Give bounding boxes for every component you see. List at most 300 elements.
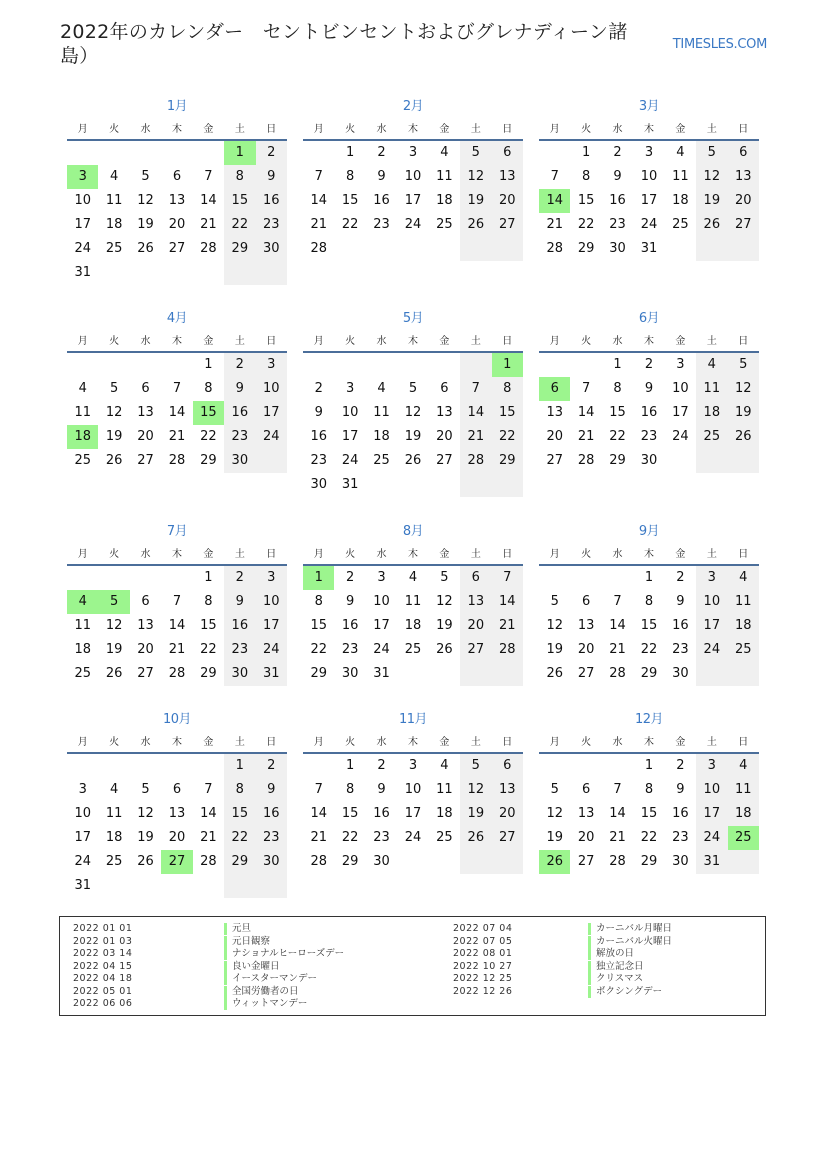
day-cell[interactable]: 25 [672, 217, 689, 232]
day-cell[interactable]: 10 [696, 590, 727, 614]
day-cell[interactable]: 5 [550, 782, 559, 797]
day-cell[interactable]: 31 [640, 241, 658, 256]
day-cell[interactable]: 4 [109, 782, 119, 797]
day-cell[interactable]: 28 [460, 449, 491, 473]
day-cell[interactable]: 26 [460, 826, 491, 850]
day-cell[interactable]: 20 [577, 830, 595, 845]
day-cell[interactable]: 19 [137, 830, 154, 845]
day-cell[interactable]: 9 [377, 169, 386, 184]
day-cell[interactable]: 30 [310, 477, 327, 492]
day-cell[interactable]: 29 [640, 666, 658, 681]
day-cell[interactable]: 18 [436, 806, 453, 821]
day-cell[interactable]: 24 [256, 425, 287, 449]
day-cell[interactable]: 25 [373, 453, 390, 468]
day-cell[interactable]: 13 [546, 405, 563, 420]
day-cell[interactable]: 28 [577, 453, 595, 468]
day-cell[interactable]: 21 [546, 217, 563, 232]
day-cell[interactable]: 26 [436, 642, 453, 657]
day-cell[interactable]: 2 [644, 357, 654, 372]
day-cell[interactable]: 20 [168, 830, 186, 845]
day-cell[interactable]: 10 [672, 381, 689, 396]
day-cell[interactable]: 13 [728, 165, 759, 189]
day-cell[interactable]: 2 [377, 758, 386, 773]
day-cell[interactable]: 12 [696, 165, 727, 189]
day-cell[interactable]: 1 [644, 758, 654, 773]
day-cell[interactable]: 1 [581, 145, 591, 160]
day-cell[interactable]: 28 [168, 453, 186, 468]
day-cell[interactable]: 29 [200, 666, 217, 681]
day-cell[interactable]: 23 [224, 425, 255, 449]
day-cell[interactable]: 4 [676, 145, 685, 160]
day-cell[interactable]: 12 [460, 165, 491, 189]
day-cell[interactable]: 21 [310, 217, 327, 232]
day-cell[interactable]: 7 [613, 594, 622, 609]
day-cell[interactable]: 4 [440, 758, 449, 773]
day-cell[interactable]: 31 [341, 477, 359, 492]
day-cell[interactable]: 2 [676, 570, 685, 585]
day-cell[interactable]: 16 [341, 618, 359, 633]
day-cell[interactable]: 17 [696, 614, 727, 638]
day-cell[interactable]: 4 [78, 381, 87, 396]
day-cell[interactable]: 30 [256, 850, 287, 874]
day-cell[interactable]: 8 [224, 778, 255, 802]
day-cell[interactable]: 13 [492, 165, 523, 189]
day-cell[interactable]: 20 [492, 802, 523, 826]
day-cell[interactable]: 19 [137, 217, 154, 232]
day-cell[interactable]: 16 [256, 802, 287, 826]
day-cell[interactable]: 19 [460, 189, 491, 213]
day-cell[interactable]: 14 [460, 401, 491, 425]
day-cell[interactable]: 9 [377, 782, 386, 797]
day-cell[interactable]: 10 [256, 377, 287, 401]
day-cell[interactable]: 19 [404, 429, 422, 444]
day-cell[interactable]: 29 [224, 850, 255, 874]
day-cell[interactable]: 14 [492, 590, 523, 614]
day-cell[interactable]: 29 [310, 666, 327, 681]
day-cell[interactable]: 8 [613, 381, 622, 396]
day-cell[interactable]: 15 [224, 189, 255, 213]
day-cell[interactable]: 26 [137, 854, 154, 869]
day-cell[interactable]: 28 [609, 854, 626, 869]
day-cell[interactable]: 1 [613, 357, 622, 372]
day-cell[interactable]: 7 [581, 381, 591, 396]
day-cell[interactable]: 31 [256, 662, 287, 686]
day-cell[interactable]: 19 [105, 429, 123, 444]
day-cell[interactable]: 26 [728, 425, 759, 449]
day-cell[interactable]: 11 [105, 193, 123, 208]
day-cell[interactable]: 16 [609, 193, 626, 208]
day-cell[interactable]: 20 [168, 217, 186, 232]
day-cell[interactable]: 14 [577, 405, 595, 420]
day-cell[interactable]: 10 [256, 590, 287, 614]
day-cell[interactable]: 24 [696, 826, 727, 850]
day-cell[interactable]: 24 [74, 241, 91, 256]
day-cell[interactable]: 23 [224, 638, 255, 662]
day-cell[interactable]: 10 [373, 594, 390, 609]
day-cell[interactable]: 16 [373, 193, 390, 208]
day-cell[interactable]: 26 [460, 213, 491, 237]
day-cell[interactable]: 7 [204, 782, 213, 797]
day-cell[interactable]: 21 [492, 614, 523, 638]
day-cell[interactable]: 1 [204, 357, 213, 372]
day-cell[interactable]: 20 [137, 642, 154, 657]
day-cell[interactable]: 29 [224, 237, 255, 261]
day-cell[interactable]: 19 [696, 189, 727, 213]
day-cell[interactable]: 31 [74, 878, 91, 893]
day-cell[interactable]: 20 [137, 429, 154, 444]
day-cell[interactable]: 6 [172, 782, 182, 797]
day-cell[interactable]: 22 [640, 830, 658, 845]
day-cell[interactable]: 28 [609, 666, 626, 681]
day-cell[interactable]: 16 [640, 405, 658, 420]
day-cell[interactable]: 19 [546, 642, 563, 657]
day-cell[interactable]: 20 [546, 429, 563, 444]
day-cell[interactable]: 3 [696, 566, 727, 590]
day-cell[interactable]: 7 [172, 381, 182, 396]
day-cell[interactable]: 12 [460, 778, 491, 802]
day-cell[interactable]: 12 [436, 594, 453, 609]
day-cell[interactable]: 1 [224, 754, 255, 778]
day-cell[interactable]: 25 [696, 425, 727, 449]
day-cell[interactable]: 6 [492, 141, 523, 165]
day-cell[interactable]: 1 [492, 353, 523, 377]
day-cell[interactable]: 18 [728, 802, 759, 826]
day-cell[interactable]: 30 [224, 449, 255, 473]
day-cell[interactable]: 6 [581, 594, 591, 609]
day-cell[interactable]: 16 [373, 806, 390, 821]
day-cell[interactable]: 19 [546, 830, 563, 845]
day-cell[interactable]: 13 [492, 778, 523, 802]
day-cell[interactable]: 3 [67, 165, 98, 189]
day-cell[interactable]: 9 [644, 381, 654, 396]
day-cell[interactable]: 22 [609, 429, 626, 444]
day-cell[interactable]: 17 [256, 401, 287, 425]
day-cell[interactable]: 22 [341, 830, 359, 845]
day-cell[interactable]: 27 [577, 854, 595, 869]
day-cell[interactable]: 22 [224, 213, 255, 237]
day-cell[interactable]: 15 [193, 401, 224, 425]
day-cell[interactable]: 27 [492, 213, 523, 237]
day-cell[interactable]: 30 [341, 666, 359, 681]
day-cell[interactable]: 5 [109, 381, 119, 396]
day-cell[interactable]: 9 [676, 594, 685, 609]
day-cell[interactable]: 5 [460, 141, 491, 165]
day-cell[interactable]: 28 [546, 241, 563, 256]
day-cell[interactable]: 2 [256, 754, 287, 778]
day-cell[interactable]: 11 [74, 405, 91, 420]
day-cell[interactable]: 3 [78, 782, 87, 797]
day-cell[interactable]: 21 [168, 429, 186, 444]
day-cell[interactable]: 5 [550, 594, 559, 609]
day-cell[interactable]: 12 [137, 806, 154, 821]
day-cell[interactable]: 25 [728, 826, 759, 850]
day-cell[interactable]: 14 [310, 806, 327, 821]
day-cell[interactable]: 17 [256, 614, 287, 638]
day-cell[interactable]: 27 [546, 453, 563, 468]
day-cell[interactable]: 6 [581, 782, 591, 797]
day-cell[interactable]: 17 [672, 405, 689, 420]
day-cell[interactable]: 15 [609, 405, 626, 420]
day-cell[interactable]: 28 [492, 638, 523, 662]
day-cell[interactable]: 27 [577, 666, 595, 681]
day-cell[interactable]: 5 [141, 782, 150, 797]
day-cell[interactable]: 4 [728, 754, 759, 778]
day-cell[interactable]: 13 [137, 405, 154, 420]
day-cell[interactable]: 27 [137, 666, 154, 681]
day-cell[interactable]: 28 [310, 241, 327, 256]
day-cell[interactable]: 28 [200, 854, 217, 869]
day-cell[interactable]: 6 [460, 566, 491, 590]
day-cell[interactable]: 8 [345, 782, 355, 797]
day-cell[interactable]: 13 [577, 806, 595, 821]
day-cell[interactable]: 2 [224, 353, 255, 377]
day-cell[interactable]: 18 [373, 429, 390, 444]
day-cell[interactable]: 24 [672, 429, 689, 444]
day-cell[interactable]: 2 [345, 570, 355, 585]
day-cell[interactable]: 3 [377, 570, 386, 585]
day-cell[interactable]: 24 [256, 638, 287, 662]
day-cell[interactable]: 21 [460, 425, 491, 449]
day-cell[interactable]: 4 [696, 353, 727, 377]
day-cell[interactable]: 2 [224, 566, 255, 590]
day-cell[interactable]: 14 [200, 193, 217, 208]
day-cell[interactable]: 8 [204, 381, 213, 396]
day-cell[interactable]: 23 [672, 830, 689, 845]
day-cell[interactable]: 22 [341, 217, 359, 232]
day-cell[interactable]: 18 [672, 193, 689, 208]
day-cell[interactable]: 29 [200, 453, 217, 468]
day-cell[interactable]: 29 [609, 453, 626, 468]
day-cell[interactable]: 30 [672, 854, 689, 869]
day-cell[interactable]: 18 [696, 401, 727, 425]
day-cell[interactable]: 23 [609, 217, 626, 232]
day-cell[interactable]: 27 [728, 213, 759, 237]
day-cell[interactable]: 12 [105, 618, 123, 633]
day-cell[interactable]: 10 [341, 405, 359, 420]
day-cell[interactable]: 9 [676, 782, 685, 797]
day-cell[interactable]: 12 [546, 618, 563, 633]
day-cell[interactable]: 1 [345, 758, 355, 773]
day-cell[interactable]: 9 [314, 405, 323, 420]
day-cell[interactable]: 19 [460, 802, 491, 826]
day-cell[interactable]: 17 [74, 217, 91, 232]
day-cell[interactable]: 22 [224, 826, 255, 850]
day-cell[interactable]: 7 [204, 169, 213, 184]
day-cell[interactable]: 29 [492, 449, 523, 473]
day-cell[interactable]: 23 [672, 642, 689, 657]
day-cell[interactable]: 7 [314, 169, 323, 184]
day-cell[interactable]: 26 [105, 666, 123, 681]
day-cell[interactable]: 28 [310, 854, 327, 869]
day-cell[interactable]: 16 [224, 401, 255, 425]
day-cell[interactable]: 25 [105, 854, 123, 869]
day-cell[interactable]: 1 [224, 141, 255, 165]
day-cell[interactable]: 25 [728, 638, 759, 662]
day-cell[interactable]: 2 [613, 145, 622, 160]
day-cell[interactable]: 24 [373, 642, 390, 657]
day-cell[interactable]: 23 [256, 213, 287, 237]
day-cell[interactable]: 26 [105, 453, 123, 468]
day-cell[interactable]: 10 [696, 778, 727, 802]
day-cell[interactable]: 25 [436, 217, 453, 232]
day-cell[interactable]: 26 [404, 453, 422, 468]
day-cell[interactable]: 10 [404, 169, 422, 184]
day-cell[interactable]: 11 [105, 806, 123, 821]
day-cell[interactable]: 22 [200, 429, 217, 444]
day-cell[interactable]: 1 [345, 145, 355, 160]
day-cell[interactable]: 5 [696, 141, 727, 165]
day-cell[interactable]: 7 [172, 594, 182, 609]
day-cell[interactable]: 15 [200, 618, 217, 633]
day-cell[interactable]: 3 [256, 353, 287, 377]
day-cell[interactable]: 30 [224, 662, 255, 686]
day-cell[interactable]: 20 [460, 614, 491, 638]
day-cell[interactable]: 21 [200, 830, 217, 845]
day-cell[interactable]: 17 [404, 193, 422, 208]
day-cell[interactable]: 6 [141, 594, 150, 609]
day-cell[interactable]: 10 [404, 782, 422, 797]
day-cell[interactable]: 3 [256, 566, 287, 590]
day-cell[interactable]: 11 [728, 590, 759, 614]
day-cell[interactable]: 22 [640, 642, 658, 657]
day-cell[interactable]: 10 [74, 806, 91, 821]
day-cell[interactable]: 20 [492, 189, 523, 213]
day-cell[interactable]: 24 [640, 217, 658, 232]
day-cell[interactable]: 15 [492, 401, 523, 425]
day-cell[interactable]: 11 [436, 782, 453, 797]
day-cell[interactable]: 3 [644, 145, 654, 160]
day-cell[interactable]: 22 [200, 642, 217, 657]
day-cell[interactable]: 15 [224, 802, 255, 826]
day-cell[interactable]: 13 [436, 405, 453, 420]
day-cell[interactable]: 11 [436, 169, 453, 184]
day-cell[interactable]: 7 [550, 169, 559, 184]
day-cell[interactable]: 15 [310, 618, 327, 633]
day-cell[interactable]: 10 [640, 169, 658, 184]
day-cell[interactable]: 30 [672, 666, 689, 681]
day-cell[interactable]: 16 [256, 189, 287, 213]
day-cell[interactable]: 8 [644, 594, 654, 609]
day-cell[interactable]: 23 [310, 453, 327, 468]
day-cell[interactable]: 18 [74, 642, 91, 657]
day-cell[interactable]: 25 [436, 830, 453, 845]
day-cell[interactable]: 2 [676, 758, 685, 773]
day-cell[interactable]: 14 [609, 618, 626, 633]
day-cell[interactable]: 8 [492, 377, 523, 401]
day-cell[interactable]: 11 [74, 618, 91, 633]
day-cell[interactable]: 14 [539, 189, 570, 213]
day-cell[interactable]: 25 [74, 453, 91, 468]
day-cell[interactable]: 16 [224, 614, 255, 638]
day-cell[interactable]: 9 [256, 165, 287, 189]
day-cell[interactable]: 5 [98, 590, 129, 614]
day-cell[interactable]: 3 [408, 758, 418, 773]
day-cell[interactable]: 18 [67, 425, 98, 449]
day-cell[interactable]: 7 [613, 782, 622, 797]
day-cell[interactable]: 5 [728, 353, 759, 377]
day-cell[interactable]: 15 [640, 618, 658, 633]
day-cell[interactable]: 18 [728, 614, 759, 638]
day-cell[interactable]: 4 [377, 381, 386, 396]
day-cell[interactable]: 22 [577, 217, 595, 232]
day-cell[interactable]: 12 [728, 377, 759, 401]
day-cell[interactable]: 2 [314, 381, 323, 396]
day-cell[interactable]: 6 [492, 754, 523, 778]
day-cell[interactable]: 8 [314, 594, 323, 609]
day-cell[interactable]: 9 [224, 377, 255, 401]
day-cell[interactable]: 5 [408, 381, 418, 396]
day-cell[interactable]: 2 [256, 141, 287, 165]
day-cell[interactable]: 26 [546, 666, 563, 681]
day-cell[interactable]: 15 [341, 193, 359, 208]
day-cell[interactable]: 8 [224, 165, 255, 189]
day-cell[interactable]: 15 [341, 806, 359, 821]
day-cell[interactable]: 7 [460, 377, 491, 401]
day-cell[interactable]: 14 [168, 618, 186, 633]
day-cell[interactable]: 21 [577, 429, 595, 444]
day-cell[interactable]: 31 [696, 850, 727, 874]
day-cell[interactable]: 21 [168, 642, 186, 657]
day-cell[interactable]: 9 [224, 590, 255, 614]
day-cell[interactable]: 14 [168, 405, 186, 420]
day-cell[interactable]: 6 [141, 381, 150, 396]
day-cell[interactable]: 17 [341, 429, 359, 444]
day-cell[interactable]: 3 [696, 754, 727, 778]
day-cell[interactable]: 27 [436, 453, 453, 468]
day-cell[interactable]: 18 [436, 193, 453, 208]
day-cell[interactable]: 26 [696, 213, 727, 237]
day-cell[interactable]: 23 [640, 429, 658, 444]
day-cell[interactable]: 24 [74, 854, 91, 869]
day-cell[interactable]: 22 [492, 425, 523, 449]
day-cell[interactable]: 21 [609, 830, 626, 845]
day-cell[interactable]: 30 [373, 854, 390, 869]
day-cell[interactable]: 29 [341, 854, 359, 869]
day-cell[interactable]: 19 [105, 642, 123, 657]
day-cell[interactable]: 23 [373, 217, 390, 232]
day-cell[interactable]: 7 [492, 566, 523, 590]
day-cell[interactable]: 16 [310, 429, 327, 444]
day-cell[interactable]: 21 [609, 642, 626, 657]
day-cell[interactable]: 19 [728, 401, 759, 425]
day-cell[interactable]: 15 [640, 806, 658, 821]
day-cell[interactable]: 20 [436, 429, 453, 444]
day-cell[interactable]: 25 [404, 642, 422, 657]
day-cell[interactable]: 24 [404, 217, 422, 232]
day-cell[interactable]: 30 [640, 453, 658, 468]
day-cell[interactable]: 12 [404, 405, 422, 420]
day-cell[interactable]: 8 [345, 169, 355, 184]
day-cell[interactable]: 30 [256, 237, 287, 261]
day-cell[interactable]: 12 [546, 806, 563, 821]
day-cell[interactable]: 5 [141, 169, 150, 184]
day-cell[interactable]: 2 [377, 145, 386, 160]
day-cell[interactable]: 20 [728, 189, 759, 213]
day-cell[interactable]: 5 [440, 570, 449, 585]
day-cell[interactable]: 16 [672, 618, 689, 633]
day-cell[interactable]: 10 [74, 193, 91, 208]
day-cell[interactable]: 11 [373, 405, 390, 420]
day-cell[interactable]: 9 [345, 594, 355, 609]
day-cell[interactable]: 3 [345, 381, 355, 396]
day-cell[interactable]: 18 [105, 830, 123, 845]
day-cell[interactable]: 12 [137, 193, 154, 208]
day-cell[interactable]: 9 [613, 169, 622, 184]
day-cell[interactable]: 4 [728, 566, 759, 590]
day-cell[interactable]: 19 [436, 618, 453, 633]
day-cell[interactable]: 27 [168, 241, 186, 256]
day-cell[interactable]: 30 [609, 241, 626, 256]
